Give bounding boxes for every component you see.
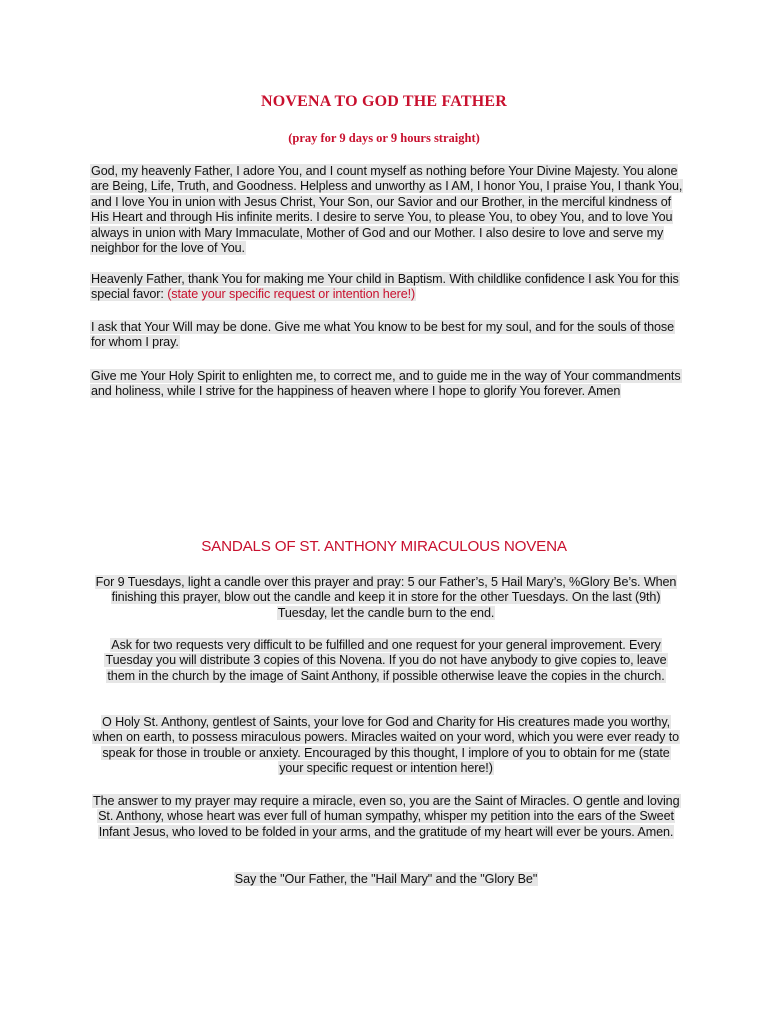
novena-anthony-paragraph-2 bbox=[92, 638, 680, 684]
paragraph-text: For 9 Tuesdays, light a candle over this prayer and pray: 5 our Father’s, 5 Hail Mary’s, %Glory Be’s. When finishing this prayer, blow out the candle and keep it in store for the other Tuesdays. On the last (9th) Tuesday, let the candle burn to the end. bbox=[95, 575, 677, 620]
novena-father-paragraph-3 bbox=[90, 320, 690, 351]
paragraph-text-main: Heavenly Father, thank You for making me Your child in Baptism. With childlike confidence I ask You for this special favor: bbox=[91, 272, 679, 302]
novena-father-paragraph-1 bbox=[90, 164, 690, 256]
paragraph-text: God, my heavenly Father, I adore You, and I count myself as nothing before Your Divine Majesty. You alone are Being, Life, Truth, and Goodness. Helpless and unworthy as I AM, I honor You, I praise You, I thank You, and I love You in union with Jesus Christ, Your Son, our Savior and our Brother, in the merciful kindness of His Heart and through His infinite merits. I desire to serve You, to please You, to obey You, and to love You always in union with Mary Immaculate, Mother of God and our Mother. I also desire to love and serve my neighbor for the love of You. bbox=[91, 164, 683, 256]
novena-father-subtitle: (pray for 9 days or 9 hours straight) bbox=[288, 131, 480, 145]
novena-anthony-paragraph-1 bbox=[92, 575, 680, 621]
paragraph-text: The answer to my prayer may require a miracle, even so, you are the Saint of Miracles. O gentle and loving St. Anthony, whose heart was ever full of human sympathy, whisper my petition into the ears of the Sweet Infant Jesus, who loved to be folded in your arms, and the gratitude of my heart will ever be yours. Amen. bbox=[93, 794, 680, 839]
novena-father-paragraph-4 bbox=[90, 369, 690, 400]
paragraph-text: Say the "Our Father, the "Hail Mary" and the "Glory Be" bbox=[234, 872, 538, 886]
paragraph-text: Ask for two requests very difficult to be fulfilled and one request for your general improvement. Every Tuesday you will distribute 3 copies of this Novena. If you do not have anybody to give copies to, leave them in the church by the image of Saint Anthony, if possible otherwise leave the copies in the church. bbox=[105, 638, 667, 683]
novena-anthony-title: SANDALS OF ST. ANTHONY MIRACULOUS NOVENA bbox=[201, 538, 567, 555]
novena-anthony-closing bbox=[92, 872, 680, 887]
novena-father-paragraph-2 bbox=[90, 272, 690, 303]
paragraph-text: O Holy St. Anthony, gentlest of Saints, your love for God and Charity for His creatures made you worthy, when on earth, to possess miraculous powers. Miracles waited on your word, which you were ever ready to speak for those in trouble or anxiety. Encouraged by this thought, I implore of you to obtain for me (state your specific request or intention here!) bbox=[93, 715, 680, 776]
intention-placeholder: (state your specific request or intention here!) bbox=[167, 287, 416, 302]
paragraph-text: Give me Your Holy Spirit to enlighten me, to correct me, and to guide me in the way of Your commandments and holiness, while I strive for the happiness of heaven where I hope to glorify You forever. Amen bbox=[91, 369, 681, 399]
novena-anthony-paragraph-3 bbox=[92, 715, 680, 777]
paragraph-text: I ask that Your Will may be done. Give me what You know to be best for my soul, and for the souls of those for whom I pray. bbox=[91, 320, 675, 350]
novena-anthony-paragraph-4 bbox=[92, 794, 680, 840]
paragraph-text bbox=[90, 272, 680, 301]
novena-father-title: NOVENA TO GOD THE FATHER bbox=[260, 93, 508, 110]
